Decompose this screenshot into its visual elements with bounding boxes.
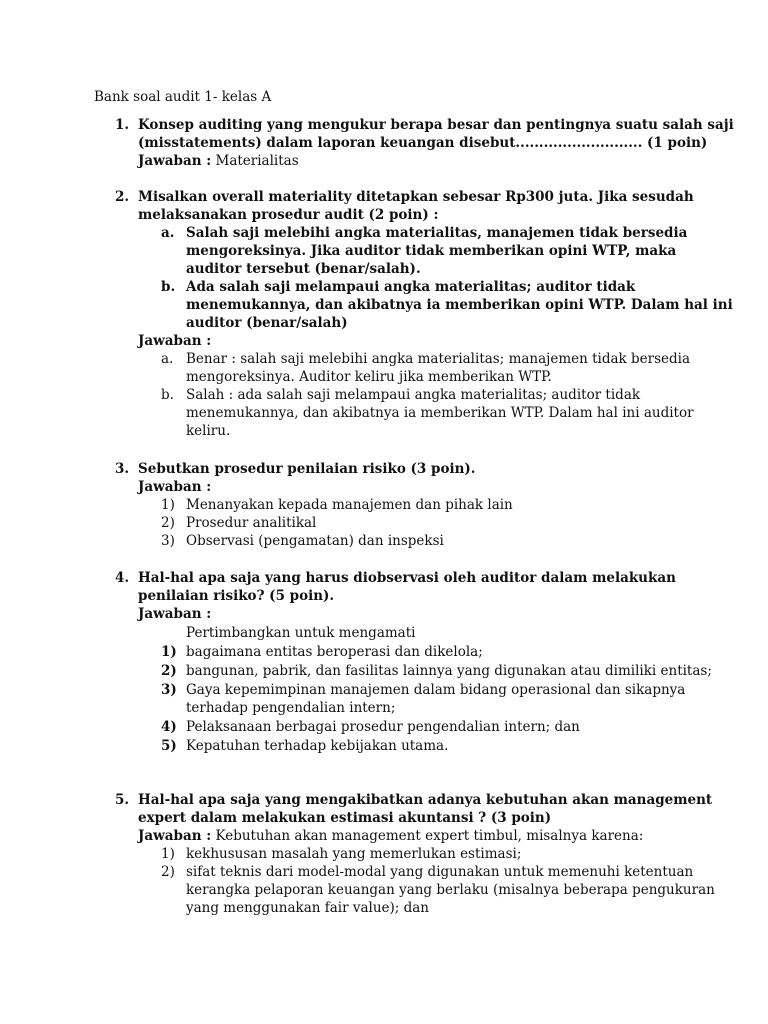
answer-text-line: Salah : ada salah saji melampaui angka materialitas; auditor tidak bbox=[186, 387, 641, 403]
answer-text-line: Gaya kepemimpinan manajemen dalam bidang operasional dan sikapnya bbox=[186, 682, 686, 698]
question-number: 1. bbox=[115, 117, 130, 133]
question-text-line: Konsep auditing yang mengukur berapa besar dan pentingnya suatu salah saji bbox=[138, 117, 734, 133]
sub-question-line: Salah saji melebihi angka materialitas, manajemen tidak bersedia bbox=[186, 225, 688, 241]
answer-intro: Pertimbangkan untuk mengamati bbox=[186, 625, 416, 641]
question-number: 3. bbox=[115, 461, 130, 477]
answer-value: Kebutuhan akan management expert timbul, misalnya karena: bbox=[211, 828, 644, 844]
sub-question-line: auditor (benar/salah) bbox=[186, 315, 348, 331]
answer-value: Materialitas bbox=[211, 153, 299, 169]
question-text-line: Sebutkan prosedur penilaian risiko (3 poin). bbox=[138, 461, 476, 477]
question-number: 2. bbox=[115, 189, 130, 205]
answer-marker: 1) bbox=[161, 497, 175, 513]
answer-marker: 2) bbox=[161, 864, 175, 880]
answer-text-line: Pelaksanaan berbagai prosedur pengendalian intern; dan bbox=[186, 719, 580, 735]
answer-text-line: terhadap pengendalian intern; bbox=[186, 700, 396, 716]
answer-text-line: Observasi (pengamatan) dan inspeksi bbox=[186, 533, 444, 549]
answer-line bbox=[138, 605, 211, 623]
question-number: 4. bbox=[115, 570, 130, 586]
answer-marker: 2) bbox=[161, 663, 177, 679]
answer-line bbox=[138, 827, 643, 845]
answer-text-line: Benar : salah saji melebihi angka materialitas; manajemen tidak bersedia bbox=[186, 351, 691, 367]
answer-label: Jawaban : bbox=[138, 333, 212, 349]
sub-question-line: Ada salah saji melampaui angka materialitas; auditor tidak bbox=[186, 279, 636, 295]
question-text-line: melaksanakan prosedur audit (2 poin) : bbox=[138, 207, 439, 223]
sub-question-line: auditor tersebut (benar/salah). bbox=[186, 261, 421, 277]
answer-text-line: menemukannya, dan akibatnya ia memberikan WTP. Dalam hal ini auditor bbox=[186, 405, 694, 421]
answer-marker: b. bbox=[161, 387, 174, 403]
question-text-line: Hal-hal apa saja yang mengakibatkan adanya kebutuhan akan management bbox=[138, 792, 713, 808]
question-number: 5. bbox=[115, 792, 130, 808]
answer-text-line: kerangka pelaporan keuangan yang berlaku (misalnya beberapa pengukuran bbox=[186, 882, 715, 898]
answer-marker: 3) bbox=[161, 682, 177, 698]
answer-line bbox=[138, 332, 211, 350]
answer-text-line: keliru. bbox=[186, 423, 231, 439]
answer-line bbox=[138, 478, 211, 496]
answer-marker: 1) bbox=[161, 644, 177, 660]
answer-text-line: Menanyakan kepada manajemen dan pihak lain bbox=[186, 497, 513, 513]
sub-question-line: mengoreksinya. Jika auditor tidak memberikan opini WTP, maka bbox=[186, 243, 677, 259]
question-text-line: expert dalam melakukan estimasi akuntansi ? (3 poin) bbox=[138, 810, 552, 826]
question-text-line: Hal-hal apa saja yang harus diobservasi oleh auditor dalam melakukan bbox=[138, 570, 676, 586]
answer-text-line: bangunan, pabrik, dan fasilitas lainnya yang digunakan atau dimiliki entitas; bbox=[186, 663, 712, 679]
answer-label: Jawaban : bbox=[138, 828, 212, 844]
answer-marker: 1) bbox=[161, 846, 175, 862]
sub-question-line: menemukannya, dan akibatnya ia memberikan opini WTP. Dalam hal ini bbox=[186, 297, 733, 313]
answer-text-line: kekhususan masalah yang memerlukan estimasi; bbox=[186, 846, 522, 862]
answer-marker: 5) bbox=[161, 738, 177, 754]
sub-question-marker: a. bbox=[161, 225, 175, 241]
answer-text-line: mengoreksinya. Auditor keliru jika memberikan WTP. bbox=[186, 369, 552, 385]
answer-marker: 2) bbox=[161, 515, 175, 531]
answer-text-line: sifat teknis dari model-modal yang digunakan untuk memenuhi ketentuan bbox=[186, 864, 694, 880]
answer-text-line: Kepatuhan terhadap kebijakan utama. bbox=[186, 738, 449, 754]
answer-text-line: Prosedur analitikal bbox=[186, 515, 317, 531]
answer-marker: a. bbox=[161, 351, 174, 367]
document-title: Bank soal audit 1- kelas A bbox=[94, 89, 272, 105]
answer-label: Jawaban : bbox=[138, 479, 212, 495]
answer-label: Jawaban : bbox=[138, 153, 212, 169]
sub-question-marker: b. bbox=[161, 279, 176, 295]
answer-text-line: bagaimana entitas beroperasi dan dikelola; bbox=[186, 644, 483, 660]
answer-marker: 4) bbox=[161, 719, 177, 735]
answer-text-line: yang menggunakan fair value); dan bbox=[186, 900, 429, 916]
question-text-line: penilaian risiko? (5 poin). bbox=[138, 588, 335, 604]
answer-label: Jawaban : bbox=[138, 606, 212, 622]
answer-line bbox=[138, 152, 299, 170]
question-text-line: Misalkan overall materiality ditetapkan sebesar Rp300 juta. Jika sesudah bbox=[138, 189, 694, 205]
answer-marker: 3) bbox=[161, 533, 175, 549]
question-text-line: (misstatements) dalam laporan keuangan disebut........................... (1 poin) bbox=[138, 135, 708, 151]
